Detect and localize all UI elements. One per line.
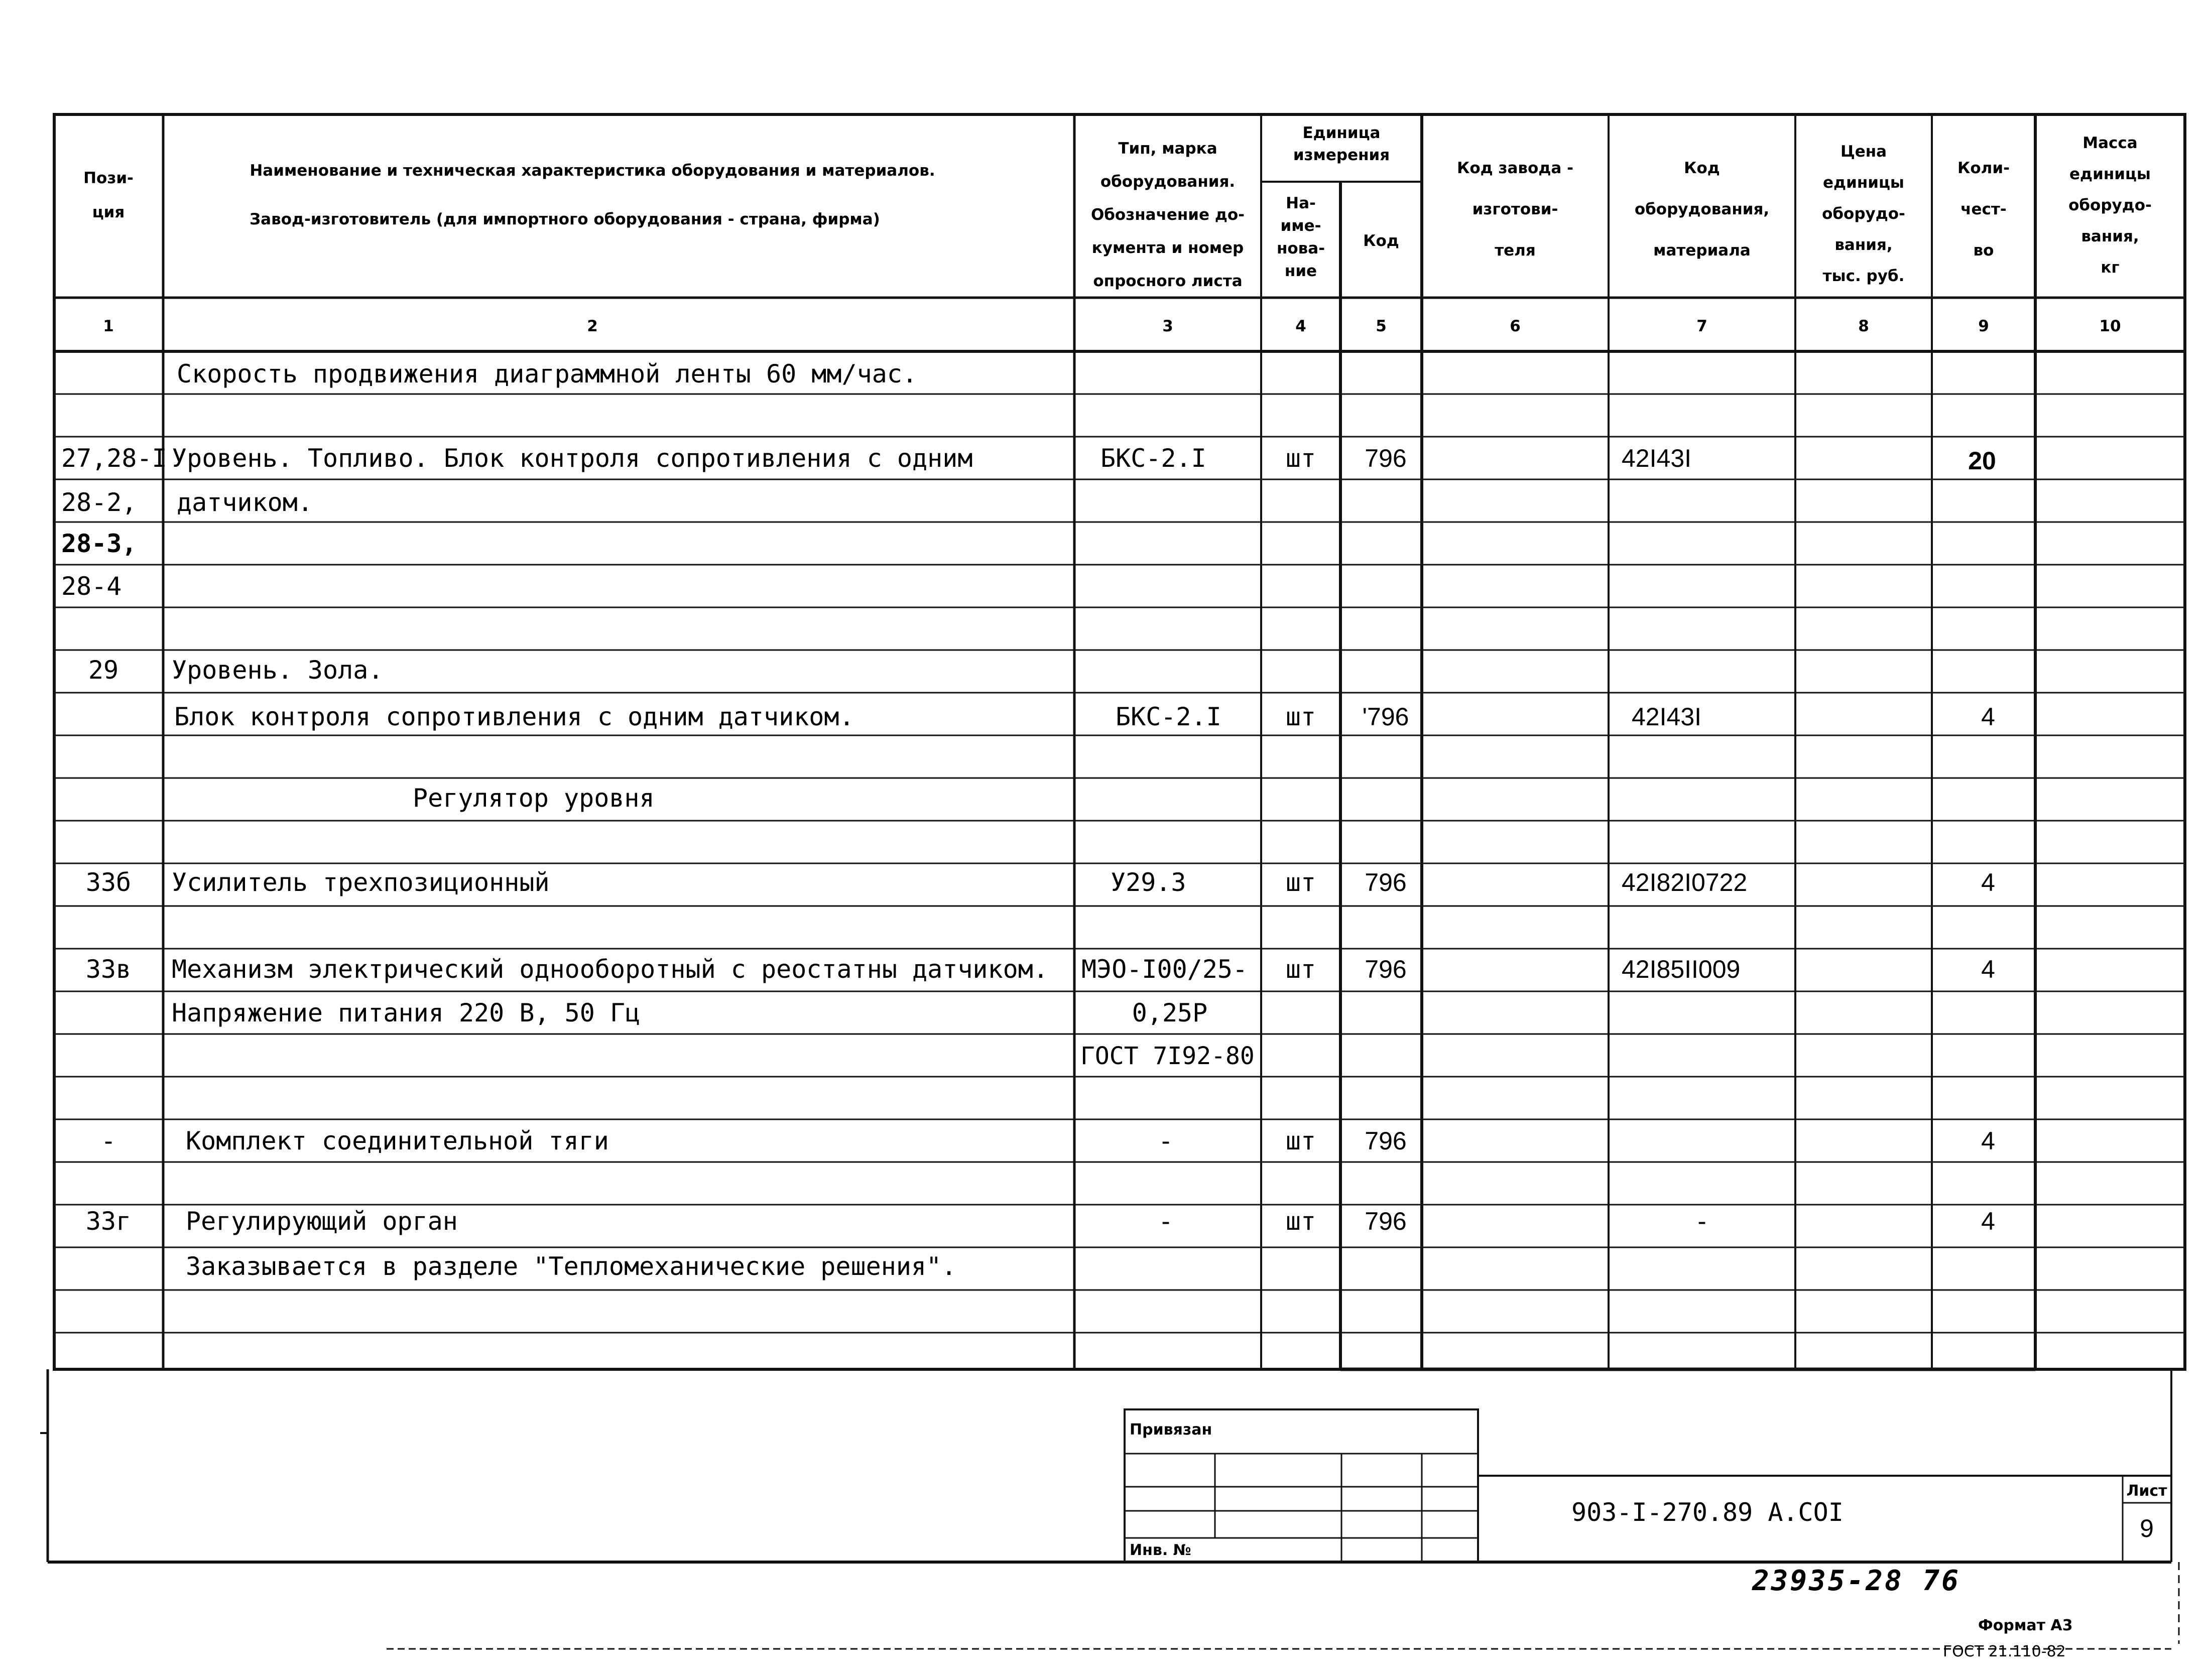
item-quantity: 4 <box>1981 868 1995 896</box>
header-mass: Масса единицы оборудо-вания, кг <box>2068 134 2152 277</box>
header-unit-code: Код <box>1363 232 1399 250</box>
item-name: Напряжение питания 220 В, 50 Гц <box>172 998 641 1027</box>
header-unit: Единица измерения <box>1293 124 1390 164</box>
column-number: 5 <box>1376 317 1387 335</box>
item-position: 28-4 <box>61 572 122 601</box>
item-position: 33б <box>85 868 132 897</box>
column-numbers <box>103 317 2121 335</box>
item-quantity: 4 <box>1981 1207 1995 1235</box>
item-unit: шт <box>1285 868 1316 897</box>
item-type: БКС-2.I <box>1116 702 1221 731</box>
item-name: Скорость продвижения диаграммной ленты 60 мм/час. <box>177 359 918 389</box>
header-position: Пози-ция <box>83 169 134 221</box>
header-factory-code: Код завода -изготови-теля <box>1457 159 1573 260</box>
item-position: 28-3, <box>61 529 137 558</box>
item-type: - <box>1158 1207 1174 1236</box>
item-position: 27,28-I <box>61 444 167 473</box>
item-equipment-code: 42I82I0722 <box>1622 868 1748 896</box>
item-type: 0,25Р <box>1132 998 1208 1027</box>
item-type: ГОСТ 7I92-80 <box>1080 1042 1255 1070</box>
item-name: Механизм электрический однооборотный с реостатны датчиком. <box>172 955 1048 984</box>
item-name: Усилитель трехпозиционный <box>172 868 550 897</box>
header-unit-name: На-име-нова-ние <box>1276 194 1325 280</box>
handwritten-archive-number: 23935-28 76 <box>1752 1565 1960 1597</box>
gost-reference: ГОСТ 21.110-82 <box>1943 1643 2066 1660</box>
item-name: Уровень. Зола. <box>172 656 384 685</box>
item-unit-code: 796 <box>1365 1127 1407 1155</box>
item-equipment-code: 42I85II009 <box>1622 955 1741 983</box>
item-name: Комплект соединительной тяги <box>186 1126 609 1155</box>
item-name: датчиком. <box>177 488 313 517</box>
item-position: 33в <box>85 955 132 984</box>
item-unit: шт <box>1285 444 1316 473</box>
item-position: 33г <box>85 1207 132 1236</box>
sheet-label: Лист <box>2126 1482 2167 1500</box>
table-header <box>83 124 2152 290</box>
header-price: Цена единицы оборудо-вания, тыс. руб. <box>1822 143 1905 285</box>
item-unit-code: 796 <box>1365 1207 1407 1235</box>
document-code: 903-I-270.89 А.СОI <box>1571 1498 1844 1527</box>
attached-label: Привязан <box>1130 1421 1212 1439</box>
item-type: БКС-2.I <box>1100 444 1206 473</box>
item-position: 29 <box>88 656 119 685</box>
item-unit-code: 796 <box>1365 444 1407 472</box>
inventory-label: Инв. № <box>1130 1541 1191 1559</box>
item-quantity: 4 <box>1981 955 1995 983</box>
header-manufacturer: Завод-изготовитель (для импортного оборудования - страна, фирма) <box>250 210 880 228</box>
column-number: 8 <box>1858 317 1869 335</box>
item-quantity: 20 <box>1968 447 1996 475</box>
footer <box>1752 1565 2073 1660</box>
paper-format: Формат А3 <box>1978 1617 2073 1634</box>
column-number: 1 <box>103 317 114 335</box>
item-quantity: 4 <box>1981 703 1995 731</box>
header-name: Наименование и техническая характеристика оборудования и материалов. <box>250 162 935 180</box>
item-name: Регулирующий орган <box>186 1207 458 1236</box>
item-name: Заказывается в разделе "Тепломеханические решения". <box>186 1252 957 1281</box>
sheet-number: 9 <box>2140 1514 2154 1542</box>
item-unit-code: 796 <box>1365 955 1407 983</box>
item-type: - <box>1158 1126 1174 1155</box>
item-equipment-code: 42I43I <box>1622 444 1692 472</box>
header-equipment-code: Код оборудования, материала <box>1634 159 1770 260</box>
item-equipment-code: - <box>1694 1207 1710 1236</box>
item-unit: шт <box>1285 702 1316 731</box>
item-unit: шт <box>1285 1126 1316 1155</box>
item-equipment-code: 42I43I <box>1632 703 1702 731</box>
column-number: 7 <box>1696 317 1707 335</box>
item-unit: шт <box>1285 955 1316 984</box>
header-type: Тип, марка оборудования. Обозначение до-кумента и номер опросного листа <box>1090 140 1245 290</box>
item-type: У29.3 <box>1111 868 1186 897</box>
column-number: 4 <box>1295 317 1306 335</box>
item-unit-code: 796 <box>1365 868 1407 896</box>
column-number: 6 <box>1510 317 1521 335</box>
item-name: Уровень. Топливо. Блок контроля сопротивления с одним <box>172 444 973 473</box>
item-quantity: 4 <box>1981 1127 1995 1155</box>
column-number: 2 <box>587 317 598 335</box>
item-unit-code: '796 <box>1362 703 1409 731</box>
header-quantity: Коли-чест-во <box>1957 159 2010 260</box>
item-unit: шт <box>1285 1207 1316 1236</box>
column-number: 9 <box>1978 317 1989 335</box>
column-number: 3 <box>1162 317 1173 335</box>
item-position: - <box>100 1126 116 1155</box>
item-position: 28-2, <box>61 488 137 517</box>
item-type: МЭО-I00/25- <box>1081 955 1248 984</box>
section-heading: Регулятор уровня <box>413 784 655 813</box>
item-name: Блок контроля сопротивления с одним датчиком. <box>174 702 854 731</box>
column-number: 10 <box>2099 317 2121 335</box>
